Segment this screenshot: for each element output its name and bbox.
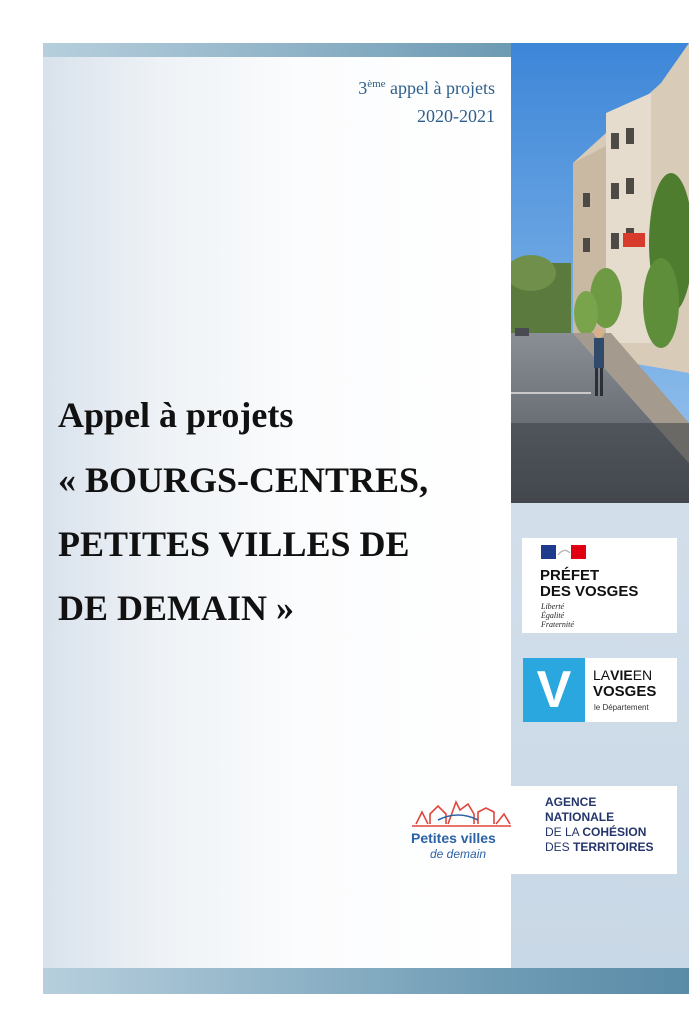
anct-line3b: COHÉSION [582, 825, 647, 839]
title-line-1: Appel à projets [58, 395, 294, 435]
subtitle-period: 2020-2021 [417, 106, 495, 126]
motto-egalite: Égalité [541, 611, 565, 620]
petites-villes-logo [408, 792, 518, 862]
vosges-en: EN [632, 667, 653, 683]
vosges-v-mark: V [536, 661, 572, 719]
street-photo [511, 43, 689, 503]
motto-fraternite: Fraternité [541, 620, 574, 629]
anct-line4a: DES [545, 840, 570, 854]
vosges-departement: le Département [594, 703, 649, 712]
vosges-la: LA [593, 667, 611, 683]
prefet-logo [522, 538, 677, 633]
prefet-line2: DES VOSGES [540, 583, 639, 600]
title-line-3: PETITES VILLES DE [58, 524, 410, 564]
petites-villes-line2: de demain [430, 847, 487, 861]
anct-line4b: TERRITOIRES [573, 840, 654, 854]
title-line-2: « BOURGS-CENTRES, [58, 460, 429, 500]
vosges-vie: VIE [610, 667, 633, 683]
subtitle-call: 3ème appel à projets [358, 78, 495, 98]
bottom-band [43, 968, 689, 994]
title-line-4: DE DEMAIN » [58, 588, 295, 628]
prefet-line1: PRÉFET [540, 567, 600, 584]
anct-line3a: DE LA [545, 825, 580, 839]
anct-line1: AGENCE [545, 795, 597, 809]
anct-logo [511, 786, 677, 874]
village-icon [408, 792, 518, 832]
vosges-word: VOSGES [593, 683, 657, 700]
anct-line2: NATIONALE [545, 810, 615, 824]
petites-villes-line1: Petites villes [411, 830, 496, 846]
vosges-department-logo [523, 658, 677, 722]
motto-liberte: Liberté [541, 602, 565, 611]
